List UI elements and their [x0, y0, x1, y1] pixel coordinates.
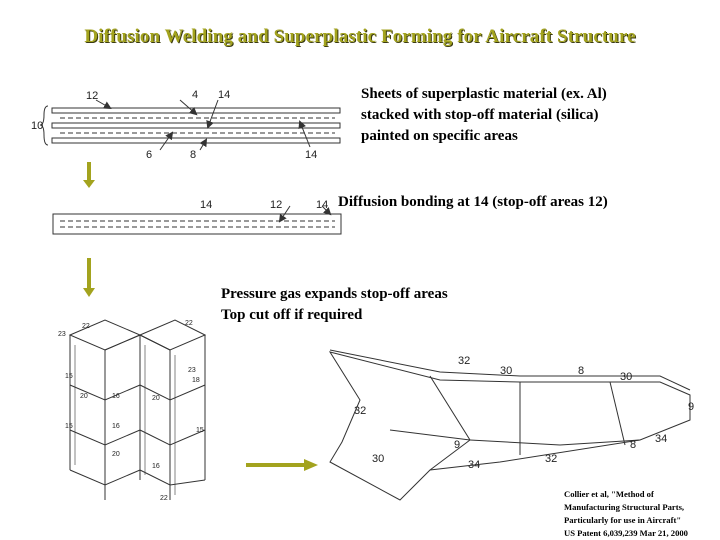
step1-line1: Sheets of superplastic material (ex. Al) [361, 86, 607, 102]
label-14c: 14 [200, 199, 213, 211]
right-arrow [246, 459, 318, 471]
grid-label-23b: 23 [188, 367, 196, 374]
panel-label-34b: 34 [468, 459, 481, 471]
step3-line2: Top cut off if required [221, 307, 363, 323]
stacked-sheets-labels [31, 89, 317, 161]
bonded-sheet-drawing [53, 206, 341, 234]
label-8: 8 [190, 149, 197, 161]
panel-label-32b: 32 [354, 405, 367, 417]
grid-label-15a: 15 [65, 373, 73, 380]
panel-label-30a: 30 [500, 365, 513, 377]
label-12b: 12 [270, 199, 283, 211]
panel-label-9a: 9 [688, 401, 695, 413]
slide-title: Diffusion Welding and Superplastic Forming for Aircraft Structure [84, 26, 636, 47]
label-12: 12 [86, 90, 99, 102]
grid-label-16b: 16 [112, 423, 120, 430]
grid-label-20b: 20 [152, 395, 160, 402]
step3-line1: Pressure gas expands stop-off areas [221, 286, 448, 302]
down-arrow-2 [83, 258, 95, 297]
grid-label-20a: 20 [80, 393, 88, 400]
step2-line1: Diffusion bonding at 14 (stop-off areas 12) [338, 194, 608, 210]
grid-label-15c: 15 [196, 427, 204, 434]
label-14: 14 [218, 89, 231, 101]
step1-line2: stacked with stop-off material (silica) [361, 107, 599, 123]
panel-label-8a: 8 [578, 365, 585, 377]
label-14d: 14 [316, 199, 329, 211]
label-4: 4 [192, 89, 199, 101]
panel-label-9b: 9 [454, 439, 461, 451]
label-6: 6 [146, 149, 153, 161]
citation-line4: US Patent 6,039,239 Mar 21, 2000 [564, 528, 688, 538]
bonded-sheet-labels [200, 199, 328, 211]
grid-label-22c: 22 [160, 495, 168, 502]
stacked-sheets-drawing [40, 100, 340, 150]
grid-label-16a: 16 [112, 393, 120, 400]
panel-label-34a: 34 [655, 433, 668, 445]
grid-label-15b: 15 [65, 423, 73, 430]
grid-label-16c: 16 [152, 463, 160, 470]
formed-panel-labels [354, 355, 694, 471]
citation-line3: Particularly for use in Aircraft" [564, 515, 682, 525]
panel-label-32c: 32 [545, 453, 558, 465]
panel-label-30b: 30 [620, 371, 633, 383]
grid-label-23a: 23 [58, 331, 66, 338]
down-arrow-1 [83, 162, 95, 188]
grid-label-20c: 20 [112, 451, 120, 458]
citation-line2: Manufacturing Structural Parts, [564, 502, 685, 512]
grid-label-18: 18 [192, 377, 200, 384]
grid-label-22a: 22 [82, 323, 90, 330]
label-14b: 14 [305, 149, 318, 161]
step1-line3: painted on specific areas [361, 128, 518, 144]
panel-label-30c: 30 [372, 453, 385, 465]
label-10: 10 [31, 120, 44, 132]
grid-label-22b: 22 [185, 320, 193, 327]
citation-line1: Collier et al, "Method of [564, 489, 654, 499]
cellular-grid-drawing [70, 320, 205, 500]
panel-label-32a: 32 [458, 355, 471, 367]
panel-label-8b: 8 [630, 439, 637, 451]
